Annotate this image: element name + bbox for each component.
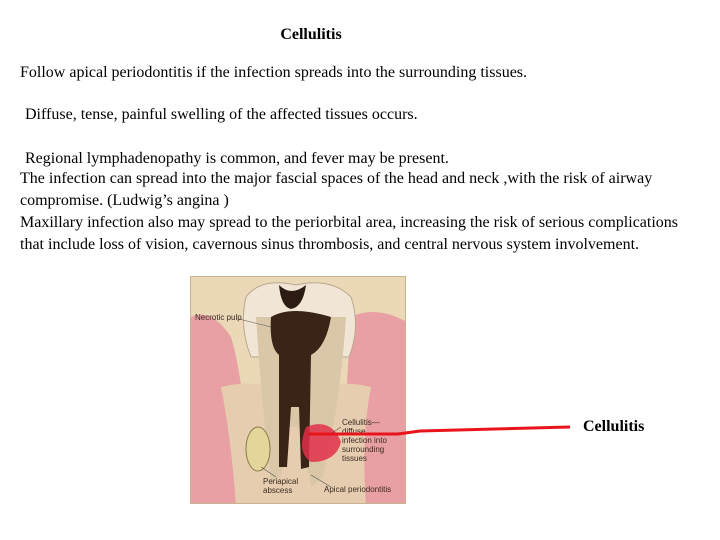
label-periapical-abscess: Periapical abscess bbox=[263, 477, 299, 495]
label-necrotic-pulp: Necrotic pulp bbox=[195, 313, 242, 322]
periapical-abscess bbox=[246, 427, 270, 471]
page-title: Cellulitis bbox=[280, 26, 342, 43]
label-cellulitis: Cellulitis— diffuse infection into surrounding tissues bbox=[342, 418, 387, 463]
tooth-drawing bbox=[191, 277, 406, 504]
paragraph-4: The infection can spread into the major fascial spaces of the head and neck ,with the risk of airway compromise. (Ludwig’s angina ) Maxillary infection also may spread to the periorbital area, increasing the risk of serious complications that include loss of vision, cavernous sinus thrombosis, and central nervous system involvement. bbox=[20, 170, 679, 253]
callout-label: Cellulitis bbox=[583, 418, 645, 435]
paragraph-3: Regional lymphadenopathy is common, and fever may be present. bbox=[25, 150, 449, 167]
label-apical-periodontitis: Apical periodontitis bbox=[324, 485, 392, 494]
paragraph-2: Diffuse, tense, painful swelling of the affected tissues occurs. bbox=[25, 106, 418, 123]
paragraph-1: Follow apical periodontitis if the infection spreads into the surrounding tissues. bbox=[20, 64, 528, 81]
tooth-illustration bbox=[190, 276, 406, 504]
